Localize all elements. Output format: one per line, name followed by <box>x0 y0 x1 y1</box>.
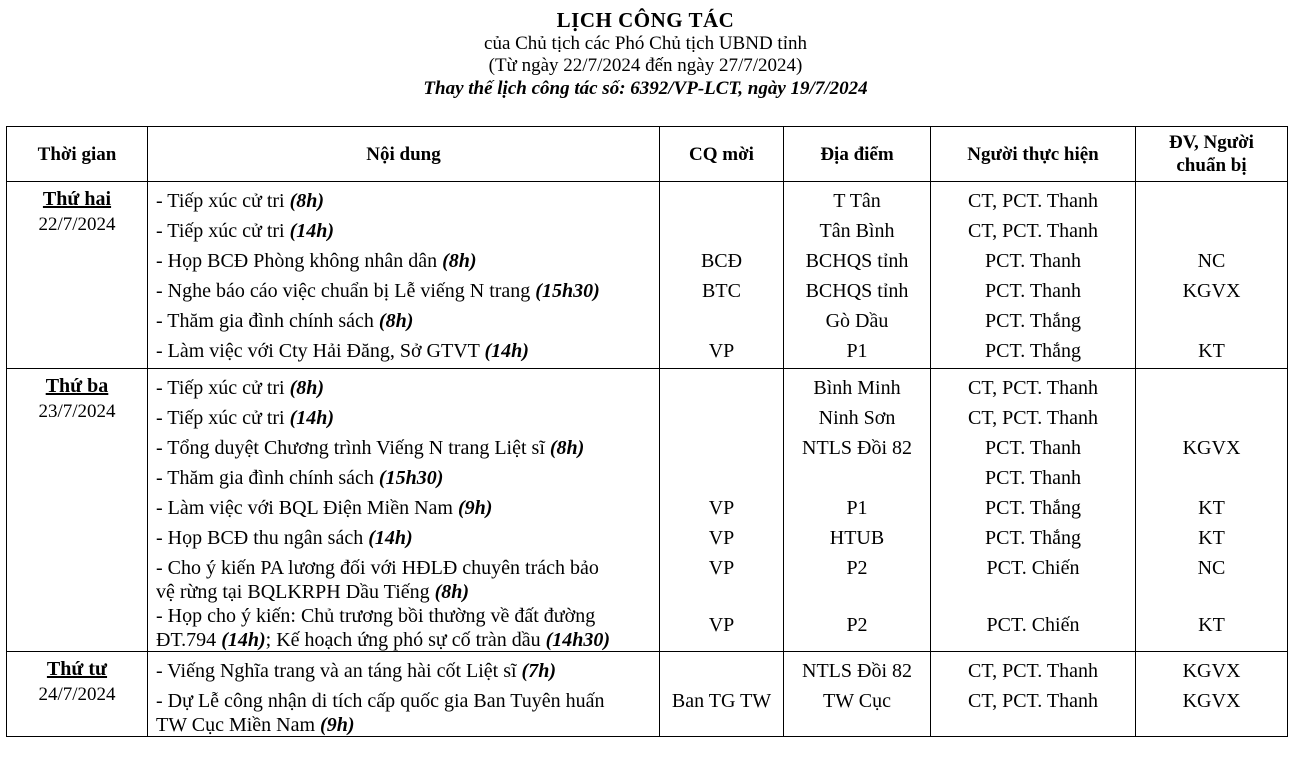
item-place: Tân Bình <box>819 220 895 242</box>
item-place: NTLS Đồi 82 <box>802 660 912 682</box>
item-text-line2: ĐT.794 <box>156 629 222 651</box>
item-text-line2: TW Cục Miền Nam <box>156 714 321 736</box>
place-cell <box>784 652 931 737</box>
schedule-item <box>148 186 659 216</box>
item-agency <box>660 306 783 336</box>
agency-cell <box>660 369 784 652</box>
item-person: CT, PCT. Thanh <box>968 220 1098 242</box>
item-text: - Họp BCĐ Phòng không nhân dân <box>156 250 443 272</box>
item-prep: KT <box>1198 614 1225 636</box>
table-row <box>7 652 1288 737</box>
person-cell <box>931 182 1136 369</box>
item-person: PCT. Thắng <box>985 310 1081 332</box>
item-time: (14h) <box>289 220 335 242</box>
item-person: PCT. Thắng <box>985 340 1081 362</box>
place-cell <box>784 369 931 652</box>
schedule-item <box>148 493 659 523</box>
item-agency: BTC <box>702 280 741 302</box>
schedule-item <box>148 601 659 649</box>
item-prep <box>1136 463 1287 493</box>
content-cell <box>148 652 660 737</box>
prep-cell <box>1136 182 1288 369</box>
item-agency: Ban TG TW <box>671 690 772 712</box>
item-place <box>784 463 930 493</box>
header-time: Thời gian <box>7 127 148 182</box>
item-place: Bình Minh <box>813 377 901 399</box>
item-text: - Làm việc với Cty Hải Đăng, Sở GTVT <box>156 340 485 362</box>
item-time: (8h) <box>549 437 585 459</box>
schedule-item <box>148 373 659 403</box>
day-name: Thứ ba <box>45 375 109 397</box>
item-place: P1 <box>846 340 868 362</box>
item-time: (8h) <box>289 190 325 212</box>
item-time: (9h) <box>457 497 493 519</box>
header-content: Nội dung <box>148 127 660 182</box>
item-time: (14h) <box>484 340 529 362</box>
item-place: P1 <box>846 497 868 519</box>
item-agency <box>660 186 783 216</box>
item-person: CT, PCT. Thanh <box>968 377 1098 399</box>
schedule-item <box>148 523 659 553</box>
item-prep: KT <box>1198 527 1225 549</box>
person-cell <box>931 369 1136 652</box>
item-person: PCT. Thanh <box>985 467 1081 489</box>
item-place: BCHQS tỉnh <box>805 250 909 272</box>
item-time: (9h) <box>320 714 355 736</box>
item-prep: KT <box>1198 497 1225 519</box>
item-agency: VP <box>708 340 735 362</box>
item-agency: VP <box>708 527 735 549</box>
schedule-item <box>148 246 659 276</box>
item-time: (15h30) <box>378 467 444 489</box>
agency-cell <box>660 182 784 369</box>
agency-cell <box>660 652 784 737</box>
item-person: PCT. Chiến <box>986 614 1080 636</box>
content-cell <box>148 369 660 652</box>
schedule-item <box>148 433 659 463</box>
item-time: (8h) <box>434 581 470 603</box>
item-time: (7h) <box>521 660 556 682</box>
item-prep: NC <box>1197 557 1226 579</box>
item-agency <box>660 373 783 403</box>
person-cell <box>931 652 1136 737</box>
replacement-note: Thay thế lịch công tác số: 6392/VP-LCT, ngày 19/7/2024 <box>423 78 868 99</box>
schedule-item <box>148 216 659 246</box>
item-text: - Tổng duyệt Chương trình Viếng N trang Liệt sĩ <box>156 437 550 459</box>
content-cell <box>148 182 660 369</box>
item-prep <box>1136 403 1287 433</box>
header-person: Người thực hiện <box>931 127 1136 182</box>
table-row <box>7 369 1288 652</box>
item-text: - Làm việc với BQL Điện Miền Nam <box>156 497 458 519</box>
document-subtitle: của Chủ tịch các Phó Chủ tịch UBND tỉnh <box>484 33 807 54</box>
day-name: Thứ tư <box>46 658 108 680</box>
schedule-item <box>148 336 659 366</box>
item-place: HTUB <box>829 527 885 549</box>
item-time: (8h) <box>378 310 414 332</box>
day-date: 24/7/2024 <box>38 684 116 705</box>
item-prep <box>1136 373 1287 403</box>
header-prep-line2: chuẩn bị <box>1176 155 1247 176</box>
item-place: NTLS Đồi 82 <box>802 437 912 459</box>
item-text: - Họp BCĐ thu ngân sách <box>156 527 369 549</box>
day-cell <box>7 182 148 369</box>
item-text: - Tiếp xúc cử tri <box>156 407 290 429</box>
item-person: PCT. Thắng <box>985 497 1081 519</box>
item-time: (8h) <box>289 377 325 399</box>
day-date: 23/7/2024 <box>38 401 116 422</box>
item-agency <box>660 433 783 463</box>
item-text-line2: vệ rừng tại BQLKRPH Dầu Tiếng <box>156 581 435 603</box>
item-person: CT, PCT. Thanh <box>968 660 1098 682</box>
prep-cell <box>1136 652 1288 737</box>
item-place: Gò Dầu <box>825 310 889 332</box>
schedule-item <box>148 276 659 306</box>
item-text: - Nghe báo cáo việc chuẩn bị Lễ viếng N trang <box>156 280 536 302</box>
item-place: P2 <box>846 614 868 636</box>
item-text: - Tiếp xúc cử tri <box>156 190 290 212</box>
schedule-item <box>148 656 659 686</box>
item-prep: KGVX <box>1182 690 1241 712</box>
item-place: TW Cục <box>823 690 891 712</box>
item-time: (15h30) <box>535 280 600 302</box>
day-name: Thứ hai <box>42 188 112 210</box>
item-person: CT, PCT. Thanh <box>968 690 1098 712</box>
item-agency: VP <box>708 614 735 636</box>
item-place: BCHQS tỉnh <box>805 280 909 302</box>
item-text: - Tiếp xúc cử tri <box>156 377 290 399</box>
item-prep <box>1136 186 1287 216</box>
item-place: T Tân <box>833 190 881 212</box>
item-prep <box>1136 216 1287 246</box>
item-prep: KT <box>1198 340 1225 362</box>
day-date: 22/7/2024 <box>38 214 116 235</box>
item-place: Ninh Sơn <box>818 407 896 429</box>
table-row <box>7 182 1288 369</box>
header-place: Địa điểm <box>784 127 931 182</box>
schedule-item <box>148 403 659 433</box>
item-text: - Thăm gia đình chính sách <box>156 467 379 489</box>
document-title: LỊCH CÔNG TÁC <box>556 8 735 32</box>
header-prep <box>1136 127 1288 182</box>
item-agency <box>660 463 783 493</box>
item-agency <box>660 656 783 686</box>
date-range: (Từ ngày 22/7/2024 đến ngày 27/7/2024) <box>488 55 803 76</box>
item-text: - Viếng Nghĩa trang và an táng hài cốt Liệt sĩ <box>156 660 522 682</box>
item-person: PCT. Chiến <box>986 557 1080 579</box>
item-time-2: (14h30) <box>545 629 611 651</box>
item-person: PCT. Thanh <box>985 250 1081 272</box>
document-header <box>0 0 1291 101</box>
item-person: CT, PCT. Thanh <box>968 190 1098 212</box>
item-prep: NC <box>1197 250 1226 272</box>
day-cell <box>7 369 148 652</box>
item-agency <box>660 403 783 433</box>
item-time: (14h) <box>221 629 266 651</box>
item-person: PCT. Thanh <box>985 437 1081 459</box>
item-text-line1: - Dự Lễ công nhận di tích cấp quốc gia Ban Tuyên huấn <box>156 690 605 712</box>
prep-cell <box>1136 369 1288 652</box>
item-agency: VP <box>708 497 735 519</box>
item-agency: VP <box>708 557 735 579</box>
item-prep: KGVX <box>1182 280 1241 302</box>
table-header-row <box>7 127 1288 182</box>
item-text-line1: - Cho ý kiến PA lương đối với HĐLĐ chuyên trách bảo <box>156 557 599 579</box>
item-text-line1: - Họp cho ý kiến: Chủ trương bồi thường về đất đường <box>156 605 596 627</box>
item-person: PCT. Thắng <box>985 527 1081 549</box>
item-place: P2 <box>846 557 868 579</box>
schedule-item <box>148 553 659 601</box>
item-time: (14h) <box>368 527 413 549</box>
item-person: CT, PCT. Thanh <box>968 407 1098 429</box>
item-prep <box>1136 306 1287 336</box>
item-text: - Thăm gia đình chính sách <box>156 310 379 332</box>
place-cell <box>784 182 931 369</box>
header-agency: CQ mời <box>660 127 784 182</box>
item-time: (8h) <box>442 250 477 272</box>
item-time: (14h) <box>289 407 335 429</box>
item-person: PCT. Thanh <box>985 280 1081 302</box>
schedule-item <box>148 306 659 336</box>
item-agency: BCĐ <box>700 250 743 272</box>
item-prep: KGVX <box>1182 437 1241 459</box>
day-cell <box>7 652 148 737</box>
item-prep: KGVX <box>1182 660 1241 682</box>
item-text-mid: ; Kế hoạch ứng phó sự cố tràn dầu <box>265 629 546 651</box>
schedule-item <box>148 686 659 734</box>
schedule-item <box>148 463 659 493</box>
item-agency <box>660 216 783 246</box>
schedule-table <box>6 126 1288 737</box>
header-prep-line1: ĐV, Người <box>1169 132 1254 153</box>
item-text: - Tiếp xúc cử tri <box>156 220 290 242</box>
